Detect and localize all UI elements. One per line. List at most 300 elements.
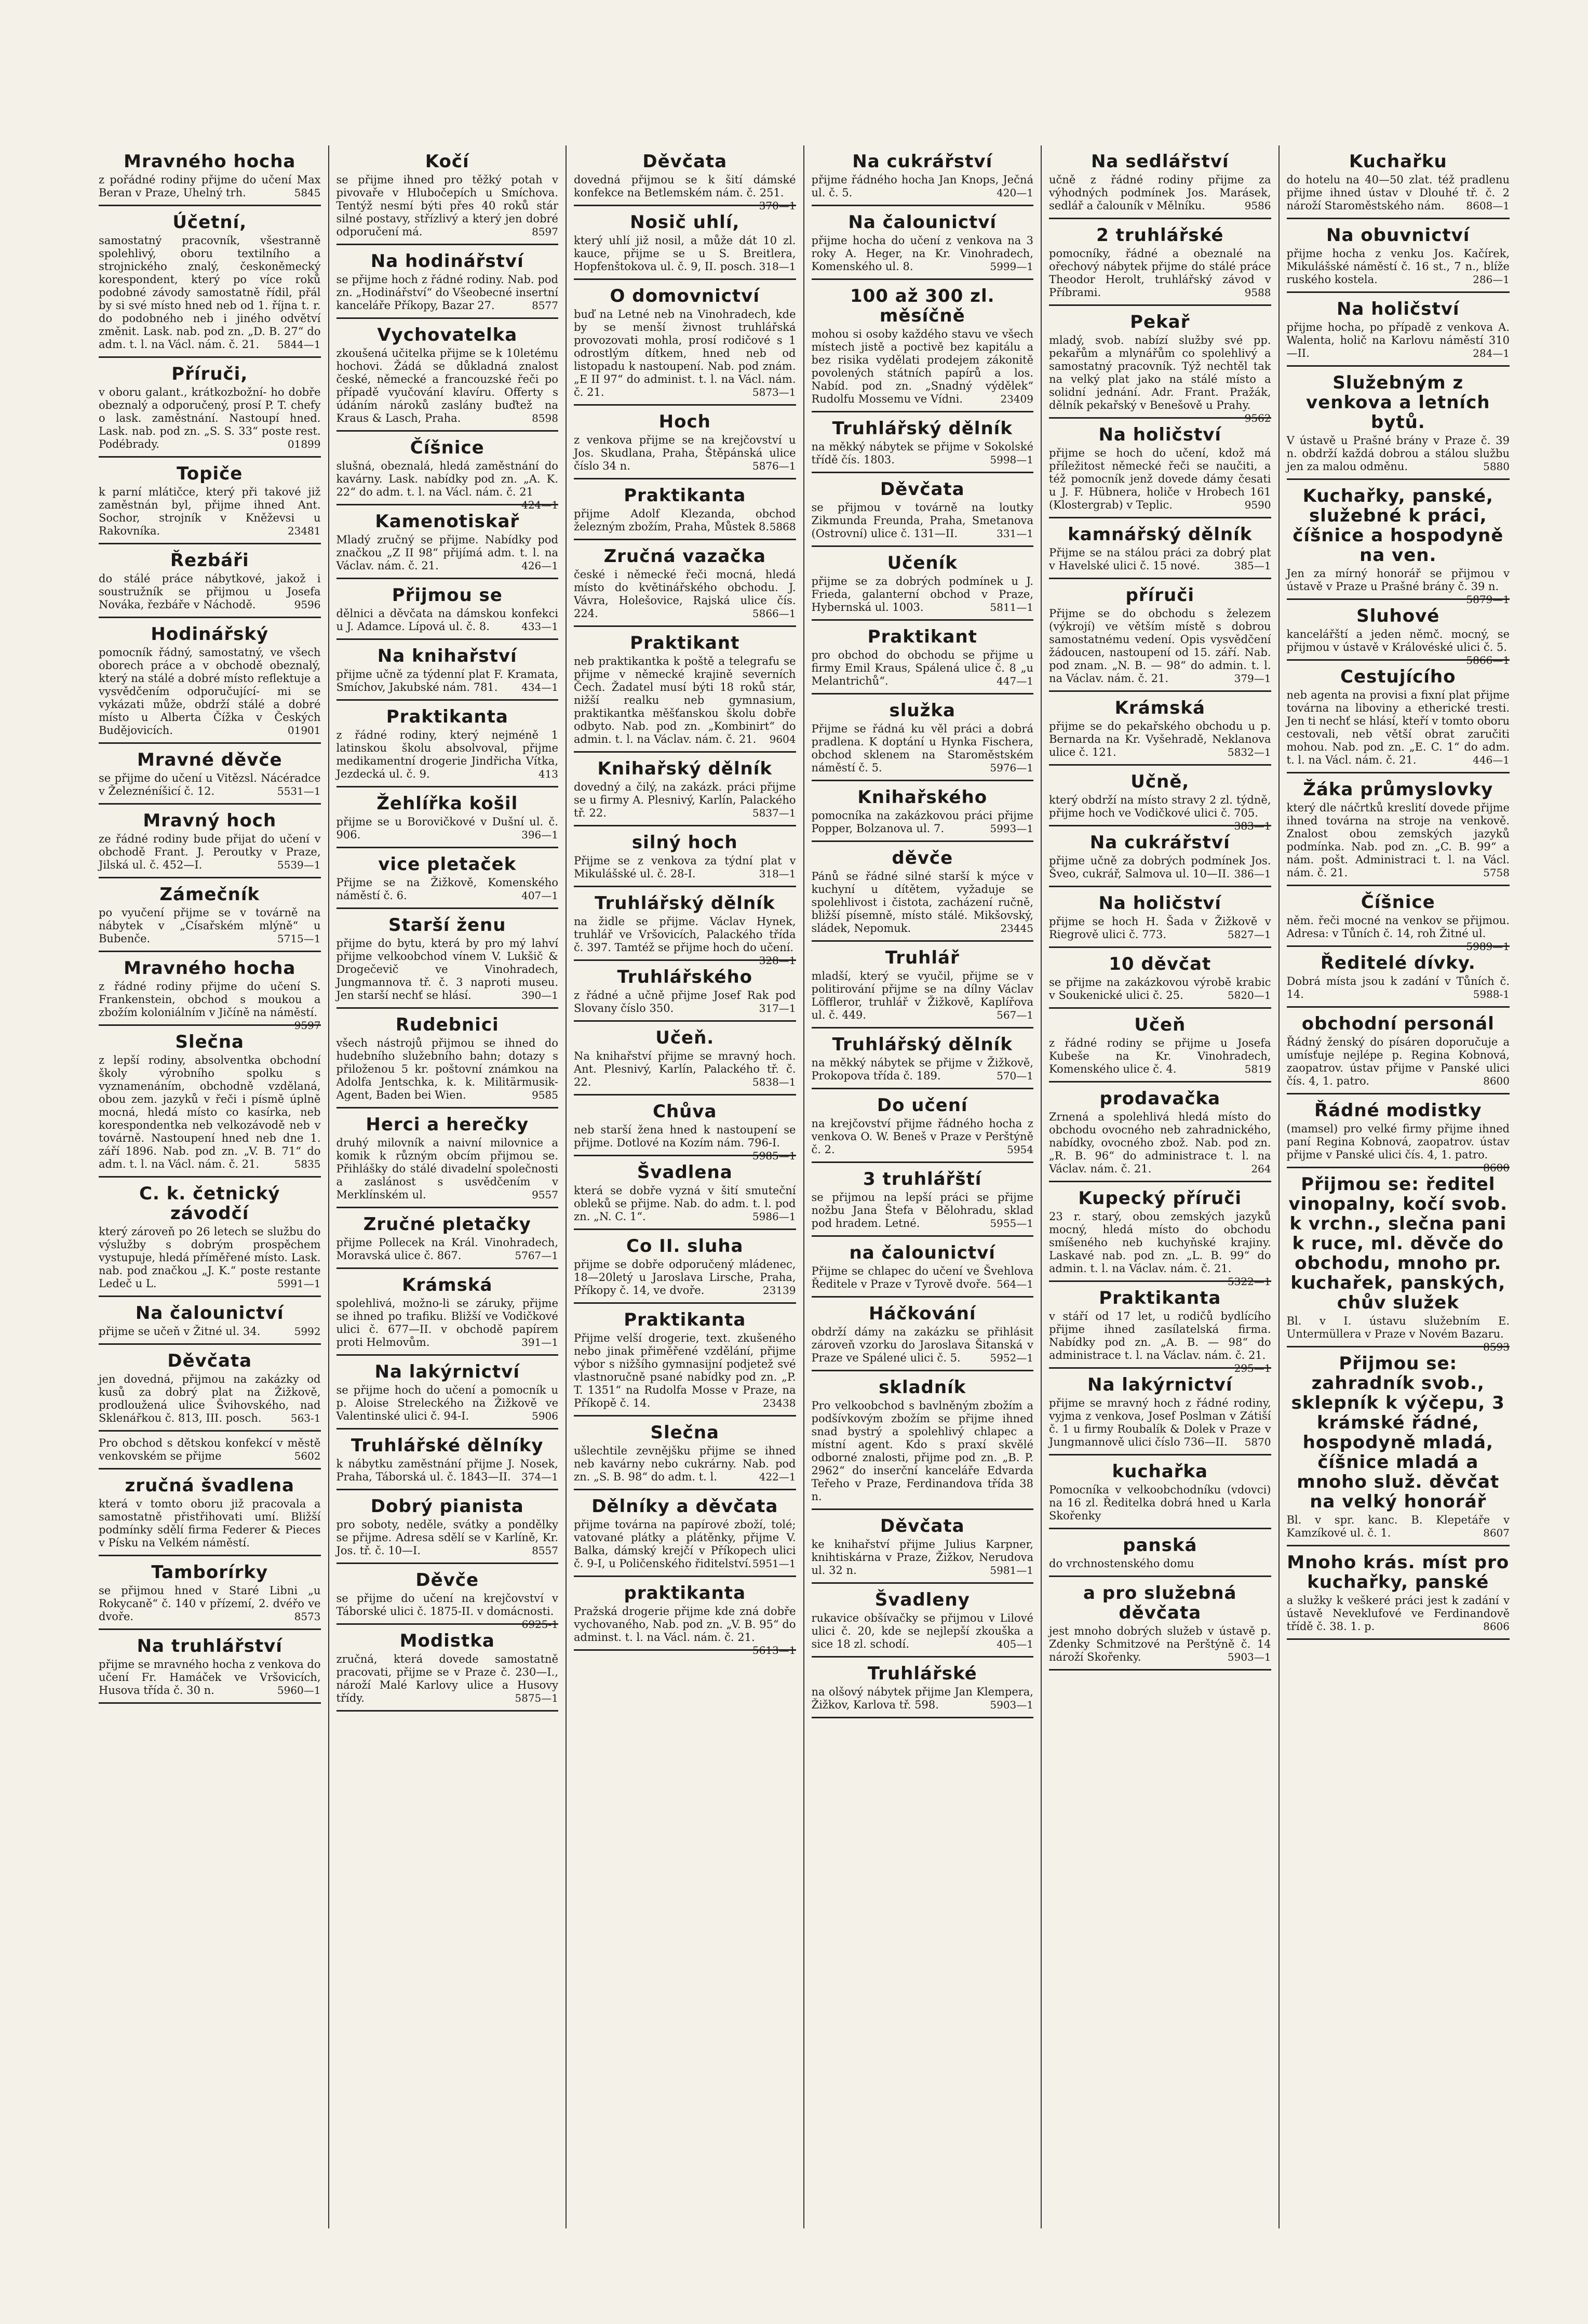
- ad-heading: a pro služebná děvčata: [1083, 1583, 1237, 1623]
- ad-heading: Děvčata: [880, 479, 965, 500]
- ad-heading: Zámečník: [159, 884, 260, 905]
- classified-ad: [336, 432, 559, 511]
- ad-text: [1287, 434, 1510, 473]
- ad-text: [574, 234, 796, 273]
- ad-text: [812, 575, 1034, 614]
- ad-body: (mamsel) pro velké firmy přijme ihned paní Regina Kobnová, zaopatrov. ústav přijme v Panské ulici čís. 4, 1. patro.: [1286, 1123, 1510, 1161]
- ad-text: [337, 668, 559, 694]
- ad-reference-number: 8606: [1483, 1620, 1510, 1633]
- ad-heading: Slečna: [175, 1032, 244, 1052]
- classified-ad: [812, 1371, 1034, 1510]
- ad-body: se přijmou na lepší práci se přijme nožbu Jana Štefa v Bělohradu, sklad pod hradem. Letné.: [811, 1191, 1033, 1230]
- ad-text: [574, 507, 796, 533]
- ad-heading: Účetní,: [172, 212, 247, 233]
- ad-reference-number: 5767—1: [515, 1249, 558, 1262]
- ad-text: [99, 1373, 321, 1425]
- ad-heading: zručná švadlena: [125, 1475, 294, 1496]
- ad-reference-number: 9585: [532, 1089, 558, 1101]
- ad-body: české i německé řeči mocná, hledá místo do květinářského obchodu. J. Vávra, Holešovice, Rajská ulice čís. 224.: [574, 568, 796, 620]
- ad-text: [337, 273, 559, 312]
- ad-text: [1287, 1514, 1510, 1540]
- ad-reference-number: 8607: [1483, 1527, 1510, 1539]
- classified-ad: [99, 544, 321, 618]
- ad-reference-number: 386—1: [1234, 867, 1271, 880]
- ad-text: [99, 833, 321, 872]
- classified-ad: [337, 1269, 559, 1356]
- ad-heading: Krámská: [402, 1275, 493, 1295]
- ad-body: Dobrá místa jsou k zadání v Tůních č. 14.: [1286, 975, 1510, 1000]
- ad-heading: Děvčata: [880, 1516, 965, 1537]
- classified-ad: [337, 245, 559, 319]
- ad-text: [1049, 976, 1271, 1002]
- ad-body: Přijme se na Žižkově, Komenského náměstí č. 6.: [336, 876, 558, 902]
- ad-reference-number: 5993—1: [990, 822, 1033, 835]
- ad-reference-number: 8600: [1483, 1161, 1510, 1174]
- ad-heading: Děvčata: [642, 151, 728, 172]
- ad-text: [574, 1184, 796, 1223]
- classified-ad: [1049, 1529, 1271, 1577]
- ad-heading: C. k. četnický závodčí: [139, 1183, 280, 1224]
- ad-heading: Na holičství: [1336, 299, 1460, 319]
- classified-ad: [812, 942, 1034, 1029]
- ad-body: na olšový nábytek přijme Jan Klempera, Žižkov, Karlova tř. 598.: [811, 1686, 1033, 1711]
- ad-text: [812, 234, 1034, 273]
- ad-heading: 100 až 300 zl. měsíčně: [850, 286, 995, 326]
- ad-body: Pro obchod s dětskou konfekcí v městě venkovském se přijme: [99, 1437, 321, 1462]
- classified-ad: [812, 694, 1034, 781]
- ad-heading: Hodinářský: [151, 624, 269, 645]
- ad-body: ze řádné rodiny bude přijat do učení v obchodě Frant. J. Peroutky v Praze, Jilská ul. č. 452—I.: [99, 833, 321, 871]
- ad-heading: Na holičství: [1098, 424, 1222, 445]
- ad-body: Pomocníka v velkoobchodníku (vdovci) na 16 zl. Ředitelka dobrá hned u Karla Skořenky: [1049, 1484, 1271, 1522]
- classified-ad: [1049, 1455, 1271, 1529]
- ad-reference-number: 8573: [294, 1610, 321, 1623]
- classified-ad: [1287, 1546, 1510, 1640]
- ad-reference-number: 264: [1251, 1163, 1271, 1175]
- ad-text: [812, 870, 1034, 935]
- ad-text: [99, 234, 321, 351]
- ad-text: [574, 308, 796, 399]
- ad-reference-number: 5985—1: [752, 1150, 796, 1162]
- ad-heading: Herci a herečky: [366, 1114, 529, 1135]
- ad-body: na krejčovství přijme řádného hocha z venkova O. W. Beneš v Praze v Perštýně č. 2.: [811, 1117, 1033, 1156]
- ad-heading: Žehlířka košil: [376, 793, 518, 814]
- ad-body: v oboru galant., krátkozbožní- ho dobře obeznalý a odporučený, prosí P. T. chefy o lask. zaměstnání. Nastoupí hned. Lask. nab. pod zn. „S. S. 33“ poste rest. Podébrady.: [99, 386, 321, 450]
- ad-heading: 3 truhlářští: [863, 1169, 982, 1190]
- ad-body: Jen za mírný honorář se přijmou v ústavě v Praze u Prašné brány č. 39 n.: [1286, 567, 1510, 593]
- ad-body: která se dobře vyzná v šití smuteční obleků se přijme. Nab. do adm. t. l. pod zn. „N. C. 1“.: [574, 1184, 796, 1223]
- ad-body: Přijme se řádná ku věl práci a dobrá pradlena. K doptání u Hynka Fischera, obchod sklenem na Staroměstském náměstí č. 5.: [811, 723, 1033, 774]
- ad-reference-number: 328—1: [759, 954, 796, 967]
- ad-heading: kuchařka: [1112, 1461, 1208, 1482]
- ad-reference-number: 9604: [769, 733, 796, 745]
- ad-reference-number: 5602: [294, 1450, 321, 1462]
- ad-heading: Krámská: [1114, 698, 1205, 718]
- ad-heading: skladník: [879, 1377, 966, 1398]
- ad-reference-number: 295—1: [1234, 1362, 1271, 1374]
- ad-body: dovedná přijmou se k šití dámské konfekce na Betlemském nám. č. 251.: [574, 173, 796, 199]
- ad-heading: Děvčata: [167, 1351, 252, 1371]
- classified-ad: [99, 1556, 321, 1630]
- classified-ad: [812, 412, 1034, 473]
- ad-body: dovedný a čilý, na zakázk. práci přijme se u firmy A. Plesnivý, Karlín, Palackého tř. 22.: [574, 781, 796, 819]
- ad-text: [1287, 689, 1510, 767]
- ad-text: [1049, 607, 1271, 685]
- ad-heading: Starší ženu: [388, 915, 506, 936]
- ad-text: [1049, 173, 1271, 212]
- ad-heading: Švadlena: [637, 1162, 733, 1183]
- ad-body: přijme Pollecek na Král. Vinohradech, Moravská ulice č. 867.: [336, 1236, 558, 1262]
- ad-heading: Praktikanta: [624, 1310, 746, 1330]
- classified-ad: [337, 909, 559, 1009]
- ad-heading: Přijmou se: zahradník svob., sklepník k výčepu, 3 krámské řádné, hospodyně mladá, číšnice mladá a mnoho služ. děvčat na velký honorář: [1291, 1353, 1505, 1512]
- ad-reference-number: 426—1: [521, 559, 558, 572]
- ad-heading: Děvče: [415, 1570, 479, 1591]
- ad-text: [1286, 1315, 1510, 1353]
- ad-heading: Švadleny: [874, 1590, 970, 1610]
- ad-text: [574, 989, 796, 1015]
- ad-reference-number: 5954: [1007, 1143, 1033, 1156]
- ad-text: [1049, 247, 1271, 299]
- ad-text: [812, 1191, 1034, 1230]
- ad-body: přijme se hoch do učení, kdož má příležitost německé řeči se naučiti, a též pomocník jenž dovede dámy česati u J. F. Hübnera, holiče v Hrobech 161 (Klostergrab) v Teplic.: [1049, 447, 1271, 511]
- ad-body: slušná, obeznalá, hledá zaměstnání do kavárny. Lask. nabídky pod zn. „A. K. 22“ do adm. t. l. na Václ. nám. č. 21: [336, 460, 558, 498]
- ad-body: na měkký nábytek se přijme v Sokolské třídě čís. 1803.: [811, 440, 1033, 466]
- ad-reference-number: 5811—1: [990, 601, 1033, 613]
- ad-text: [99, 1225, 321, 1290]
- classified-ad: [337, 848, 559, 909]
- ad-heading: Na cukrářství: [1089, 832, 1230, 853]
- ad-body: do stálé práce nábytkové, jakož i soustružník se přijmou u Josefa Nováka, řezbáře v Náchodě.: [99, 572, 321, 611]
- ad-reference-number: 422—1: [759, 1471, 796, 1483]
- ad-heading: Na sedlářství: [1091, 151, 1229, 172]
- classified-ad: [1287, 293, 1510, 367]
- ad-text: [574, 854, 796, 880]
- classified-ad: [812, 842, 1034, 942]
- ad-body: kancelářští a jeden němč. mocný, se přijmou v ústavě v Královéské ulici č. 5.: [1286, 628, 1510, 653]
- ad-body: pomocník řádný, samostatný, ve všech oborech práce a v obchodě obeznalý, který na stálé a dobré místo reflektuje a vysvědčením odporučující- mi se vykázati může, obdrží stálé a dobré místo u Alberta Čížka v Českých Budějovicích.: [99, 646, 321, 737]
- ad-heading: Na obuvnictví: [1326, 225, 1470, 246]
- ad-heading: Hoch: [658, 411, 711, 432]
- ad-body: do hotelu na 40—50 zlat. též pradlenu přijme ihned ústav v Dlouhé tř. č. 2 nároží Staroměstského nám.: [1286, 173, 1510, 212]
- ad-text: [1049, 1210, 1271, 1288]
- classified-ad: [812, 547, 1034, 621]
- ad-text: [337, 1137, 559, 1201]
- classified-ad: [574, 887, 796, 967]
- ad-reference-number: 5866—1: [1466, 654, 1510, 666]
- ad-heading: Na lakýrnictví: [1087, 1374, 1233, 1395]
- ad-reference-number: 5531—1: [277, 785, 321, 797]
- ad-heading: služka: [889, 700, 956, 721]
- ad-text: [1286, 628, 1510, 666]
- ad-body: přijme se mravného hocha z venkova do učení Fr. Hamáček ve Vršovicích, Husova třída č. 30 n.: [99, 1658, 321, 1697]
- classified-ad: [99, 952, 321, 1032]
- classified-ad: [1049, 766, 1271, 832]
- ad-heading: Mravný hoch: [143, 810, 277, 831]
- ad-heading: Truhlářský dělník: [832, 1034, 1013, 1055]
- ad-heading: Do učení: [877, 1095, 968, 1116]
- ad-reference-number: 5837—1: [752, 807, 796, 819]
- classified-ad: [574, 145, 796, 212]
- ad-body: z řádné rodiny, který nejméně 1 latinskou školu absolvoval, přijme medikamentní drogerie Jindřicha Vítka, Jezdecká ul. č. 9.: [336, 729, 558, 780]
- ad-heading: Rudebnici: [395, 1014, 499, 1035]
- classified-ad: [1049, 219, 1271, 306]
- classified-ad: [574, 1577, 796, 1657]
- ad-reference-number: 391—1: [521, 1336, 558, 1348]
- ad-body: V ústavě u Prašné brány v Praze č. 39 n. obdrží každá dobrou a stálou službu jen za malou odměnu.: [1286, 434, 1510, 473]
- ad-body: dělnici a děvčata na dámskou konfekci u J. Adamce. Lípová ul. č. 8.: [336, 607, 558, 633]
- ad-body: přijme Adolf Klezanda, obchod železným zbožím, Praha, Můstek 8.: [574, 507, 796, 533]
- ad-text: [574, 1332, 796, 1410]
- ad-body: který obdrží na místo stravy 2 zl. týdně, přijme hoch ve Vodičkové ulici č. 705.: [1049, 794, 1271, 819]
- ad-reference-number: 563-1: [290, 1412, 321, 1424]
- ad-text: [337, 937, 559, 1002]
- ad-text: [574, 1124, 796, 1162]
- ad-text: [1049, 1037, 1271, 1076]
- classified-ad: [812, 1658, 1034, 1718]
- ad-reference-number: 01901: [287, 724, 321, 737]
- classified-ad: [337, 787, 559, 848]
- ad-heading: Na knihařství: [377, 646, 517, 666]
- ad-text: [99, 1658, 321, 1697]
- ad-text: [1049, 334, 1271, 424]
- ad-reference-number: 5844—1: [277, 338, 321, 351]
- classified-ad: [337, 1625, 559, 1712]
- ad-reference-number: 5820—1: [1227, 989, 1271, 1001]
- ad-body: se přijme hoch do učení a pomocník u p. Aloise Streleckého na Žižkově ve Valentinské ulici č. 94-I.: [336, 1384, 558, 1422]
- ad-heading: Na čalounictví: [848, 212, 997, 233]
- ad-body: přijme řádného hocha Jan Knops, Ječná ul. č. 5.: [811, 173, 1033, 199]
- ad-reference-number: 5998—1: [990, 453, 1033, 466]
- ad-body: k parní mlátičce, který při takové již zaměstnán byl, přijme ihned Ant. Sochor, strojník v Kněževsi u Rakovníka.: [99, 486, 321, 537]
- ad-reference-number: 9590: [1244, 499, 1271, 511]
- ad-heading: Na holičství: [1098, 893, 1222, 914]
- classified-ad: [574, 540, 796, 627]
- ad-reference-number: 5838—1: [752, 1076, 796, 1088]
- ad-body: se přijme na zakázkovou výrobě krabic v Soukenické ulici č. 25.: [1049, 976, 1271, 1001]
- ad-reference-number: 5955—1: [990, 1217, 1033, 1230]
- classified-ad: [99, 1297, 321, 1345]
- ad-body: se přijmou v továrně na loutky Zikmunda Freunda, Praha, Smetanova (Ostrovní) ulice č. 131—II.: [811, 501, 1033, 540]
- ad-reference-number: 390—1: [521, 989, 558, 1001]
- ad-reference-number: 23445: [1000, 922, 1033, 934]
- ad-text: [812, 723, 1034, 774]
- classified-ad: [574, 627, 796, 753]
- ad-text: [574, 1605, 796, 1657]
- ad-reference-number: 5870: [1244, 1436, 1271, 1448]
- ad-reference-number: 8608—1: [1466, 199, 1510, 212]
- ad-reference-number: 5868: [769, 520, 796, 533]
- ad-body: Pánů se řádné silné starší k mýce v kuchyní u dítětem, vyžaduje se spolehlivost i čistota, zacházení ručně, bližší písemně, místo stálé. Mikšovský, sládek, Nepomuk.: [811, 870, 1033, 934]
- ad-text: [574, 173, 796, 212]
- ad-text: [1049, 1557, 1271, 1570]
- ad-body: přijme se učeň v Žitné ul. 34.: [99, 1325, 261, 1338]
- ad-body: přijme se hoch H. Šada v Žižkově v Riegrově ulici č. 773.: [1049, 915, 1271, 941]
- ad-heading: panská: [1123, 1535, 1197, 1556]
- classified-ad: [99, 1178, 321, 1297]
- classified-ad: [1287, 661, 1510, 773]
- ad-body: se přijmou hned v Staré Libni „u Rokycaně“ č. 140 v přízemí, 2. dvéřo ve dvoře.: [99, 1584, 321, 1623]
- ad-body: zkoušená učitelka přijme se k 10letému hochovi. Žádá se důkladná znalost české, německé a francouzské řeči po případě vyučování klavíru. Offerty s údáním nároků zaslány buďtež na Kraus & Lasch, Praha.: [336, 347, 558, 424]
- classified-ad: [1286, 480, 1510, 606]
- ad-body: pomocníky, řádné a obeznalé na ořechový nábytek přijme do stálé práce Theodor Herolt, truhlářský závod v Příbrami.: [1049, 247, 1271, 299]
- ad-heading: Praktikanta: [1099, 1288, 1221, 1308]
- ad-heading: příruči: [1125, 585, 1195, 606]
- ad-heading: Řezbáři: [170, 550, 249, 571]
- ad-reference-number: 317—1: [759, 1002, 796, 1014]
- ad-reference-number: 6925-1: [521, 1618, 558, 1631]
- ad-heading: na čalounictví: [849, 1243, 995, 1263]
- ad-body: učně z řádné rodiny přijme za výhodných podmínek Jos. Marásek, sedlář a čalouník v Mělníku.: [1049, 173, 1271, 212]
- classified-ad: [1049, 692, 1271, 766]
- classified-ad: [1286, 886, 1510, 953]
- ad-reference-number: 5960—1: [277, 1684, 321, 1697]
- classified-ad: [574, 1156, 796, 1230]
- ad-heading: Zručné pletačky: [363, 1214, 531, 1235]
- classified-ad: [337, 701, 559, 787]
- classified-ad: [1049, 1369, 1271, 1455]
- ad-text: [574, 434, 796, 473]
- ad-reference-number: 8557: [532, 1544, 558, 1557]
- classified-ad: [1049, 518, 1271, 579]
- ad-body: na židle se přijme. Václav Hynek, truhlář ve Vršovicích, Palackého třída č. 397. Tamtéž se přijme hoch do učení.: [574, 915, 796, 954]
- ad-body: přijme továrna na papírové zboží, tolé; vatované plátky a plátěnky, přijme V. Balka, dámský krejčí v Příkopech ulici č. 9-I, u Poličenského řiditelství.: [574, 1518, 796, 1570]
- ad-heading: prodavačka: [1099, 1088, 1221, 1109]
- column-6: [1280, 145, 1517, 2228]
- ad-text: [1287, 247, 1510, 286]
- ad-reference-number: 5976—1: [990, 762, 1033, 774]
- ad-text: [1287, 321, 1510, 360]
- ad-heading: Chůva: [653, 1101, 717, 1122]
- ad-text: [1049, 447, 1271, 512]
- classified-ad: [812, 1163, 1034, 1237]
- classified-ad: [1287, 947, 1510, 1008]
- classified-ad: [574, 280, 796, 406]
- ad-reference-number: 5999—1: [990, 260, 1033, 273]
- ad-reference-number: 379—1: [1234, 672, 1271, 685]
- ad-heading: Truhlář: [885, 947, 960, 968]
- ad-reference-number: 5827—1: [1227, 928, 1271, 941]
- ad-text: [337, 347, 559, 425]
- ad-body: jen dovedná, přijmou na zakázky od kusů za dobrý plat na Žižkově, prodloužená ulice Švihovského, nad Sklenářkou č. 813, III. posch.: [99, 1373, 321, 1424]
- ad-text: [574, 915, 796, 967]
- ad-body: Přijme se chlapec do učení ve Švehlova Ředitele v Praze v Tyrově dvoře.: [811, 1265, 1033, 1290]
- ad-body: Přijme se do obchodu s železem (výkrojí) ve větším místě s dobrou samostatnému vedení. Opis vysvědčení žádoucen, nastoupení od 15. září. Nab. pod znam. „N. B. — 98“ do admin. t. l. na Václav. nám. č. 21.: [1049, 607, 1271, 685]
- column-4: [804, 145, 1042, 2228]
- ad-body: Přijme velší drogerie, text. zkušeného nebo jinak přiměřené vzdělání, přijme výbor s nižšího gymnasijní podjetež své vlastnoručně psané nabídky pod zn. „P. T. 1351“ na Rudolfa Mosse v Praze, na Příkopě č. 14.: [574, 1332, 796, 1409]
- ad-heading: Příruči,: [171, 364, 248, 384]
- ad-reference-number: 5906: [532, 1410, 558, 1422]
- ad-heading: Praktikant: [630, 633, 740, 653]
- ad-text: [812, 1057, 1034, 1083]
- classified-ad: [99, 145, 321, 206]
- ad-heading: Praktikanta: [624, 485, 746, 506]
- ad-heading: Na čalounictví: [135, 1303, 284, 1324]
- ad-body: z venkova přijme se na krejčovství u Jos. Skudlana, Praha, Štěpánská ulice číslo 34 n.: [574, 434, 796, 472]
- ad-heading: Číšnice: [410, 437, 485, 458]
- ad-text: [99, 486, 321, 538]
- ad-heading: Řádné modistky: [1314, 1100, 1482, 1121]
- ad-reference-number: 9557: [532, 1188, 558, 1201]
- classified-ad: [99, 744, 321, 805]
- ad-reference-number: 5715—1: [277, 932, 321, 945]
- ad-body: Přijme se na stálou práci za dobrý plat v Havelské ulici č. 15 nové.: [1049, 546, 1271, 572]
- classified-ad: [99, 1345, 321, 1432]
- ad-heading: praktikanta: [624, 1583, 746, 1604]
- classified-ad: [99, 458, 321, 544]
- classified-ad: [337, 505, 559, 579]
- ad-heading: Truhlářského: [617, 967, 753, 987]
- classified-ad: [812, 621, 1034, 694]
- classified-ad: [337, 1356, 559, 1430]
- ad-heading: Číšnice: [1361, 892, 1435, 913]
- ad-body: Mladý zručný se přijme. Nabídky pod značkou „Z II 98“ přijímá adm. t. l. na Václav. nám. č. 21.: [336, 533, 558, 572]
- ad-text: [1049, 1625, 1271, 1664]
- classified-ad: [1049, 1009, 1271, 1083]
- ad-heading: Mravné děvče: [137, 750, 282, 770]
- ad-heading: Mravného hocha: [124, 151, 296, 172]
- ad-body: pro obchod do obchodu se přijme u firmy Emil Kraus, Spálená ulice č. 8 „u Melantrichů“.: [811, 649, 1033, 687]
- column-2: [329, 145, 567, 2228]
- ad-reference-number: 318—1: [759, 260, 796, 273]
- classified-ad: [812, 1584, 1034, 1658]
- ad-heading: děvče: [892, 848, 953, 869]
- ad-reference-number: 564—1: [997, 1278, 1033, 1290]
- classified-ad: [99, 878, 321, 952]
- ad-text: [337, 1037, 559, 1102]
- ad-text: [1287, 1036, 1510, 1088]
- classified-ad: [812, 1029, 1034, 1089]
- ad-heading: vice pletaček: [378, 854, 517, 875]
- ad-text: [99, 1325, 321, 1338]
- ad-reference-number: 331—1: [997, 527, 1033, 540]
- classified-ad: [1287, 1008, 1510, 1094]
- ad-text: [812, 1399, 1034, 1503]
- ad-body: Bl. v spr. kanc. B. Klepetáře v Kamzíkové ul. č. 1.: [1286, 1514, 1510, 1539]
- ad-body: přijme do bytu, která by pro mý lahví přijme velkoobchod vínem V. Lukšič & Drogečevič ve Vinohradech, Jungmannova tř. č. 3 naproti museu. Jen starší nechť se hlásí.: [336, 937, 558, 1001]
- ad-text: [337, 1458, 559, 1484]
- ad-body: pomocníka na zakázkovou práci přijme Popper, Bolzanova ul. 7.: [811, 809, 1033, 835]
- ad-body: jest mnoho dobrých služeb v ústavě p. Zdenky Schmitzové na Perštýně č. 14 nároží Skořenky.: [1049, 1625, 1271, 1663]
- ad-text: [99, 646, 321, 737]
- ad-reference-number: 420—1: [997, 186, 1033, 199]
- ad-reference-number: 396—1: [521, 829, 558, 841]
- ad-body: Bl. v I. ústavu služebním E. Untermüllera v Praze v Novém Bazaru.: [1286, 1315, 1510, 1340]
- ad-heading: Na hodinářství: [370, 251, 524, 272]
- ad-text: [1049, 915, 1271, 941]
- classified-ad: [574, 479, 796, 540]
- classified-ad: [574, 961, 796, 1022]
- ad-heading: Kamenotiskař: [375, 511, 520, 532]
- classified-ad: [812, 206, 1034, 280]
- ad-heading: Cestujícího: [1340, 666, 1456, 687]
- ad-text: [1287, 1594, 1510, 1633]
- ad-body: přijme se dobře odporučený mládenec, 18—20letý u Jaroslava Lirsche, Praha, Příkopy č. 14, ve dvoře.: [574, 1258, 796, 1297]
- ad-body: se přijme do učení u Vitězsl. Nácéradce v Železnéníšicí č. 12.: [99, 772, 321, 797]
- ad-body: obdrží dámy na zakázku se přihlásit zároveň vzorku do Jaroslava Šitanská v Praze ve Spálené ulici č. 5.: [811, 1326, 1033, 1364]
- classified-ad: [336, 1564, 559, 1631]
- ad-body: Pražská drogerie přijme kde zná dobře vychovaného, Nab. pod zn. „V. B. 95“ do adminst. t. l. na Václ. nám. č. 21.: [574, 1605, 796, 1644]
- ad-reference-number: 405—1: [997, 1638, 1033, 1650]
- ad-body: do vrchnostenského domu: [1049, 1557, 1194, 1570]
- ad-heading: Kuchařky, panské, služebné k práci, číšnice a hospodyně na ven.: [1293, 486, 1504, 566]
- classified-ad: [574, 826, 796, 887]
- ad-text: [337, 1297, 559, 1349]
- ad-text: [99, 386, 321, 451]
- classified-ad: [1287, 367, 1510, 480]
- ad-body: spolehlivá, možno-li se záruky, přijme se ihned po trafiku. Bližší ve Vodičkové ulici č. 677—II. v obchodě papírem proti Helmovům.: [336, 1297, 558, 1348]
- ad-reference-number: 5991—1: [277, 1277, 321, 1290]
